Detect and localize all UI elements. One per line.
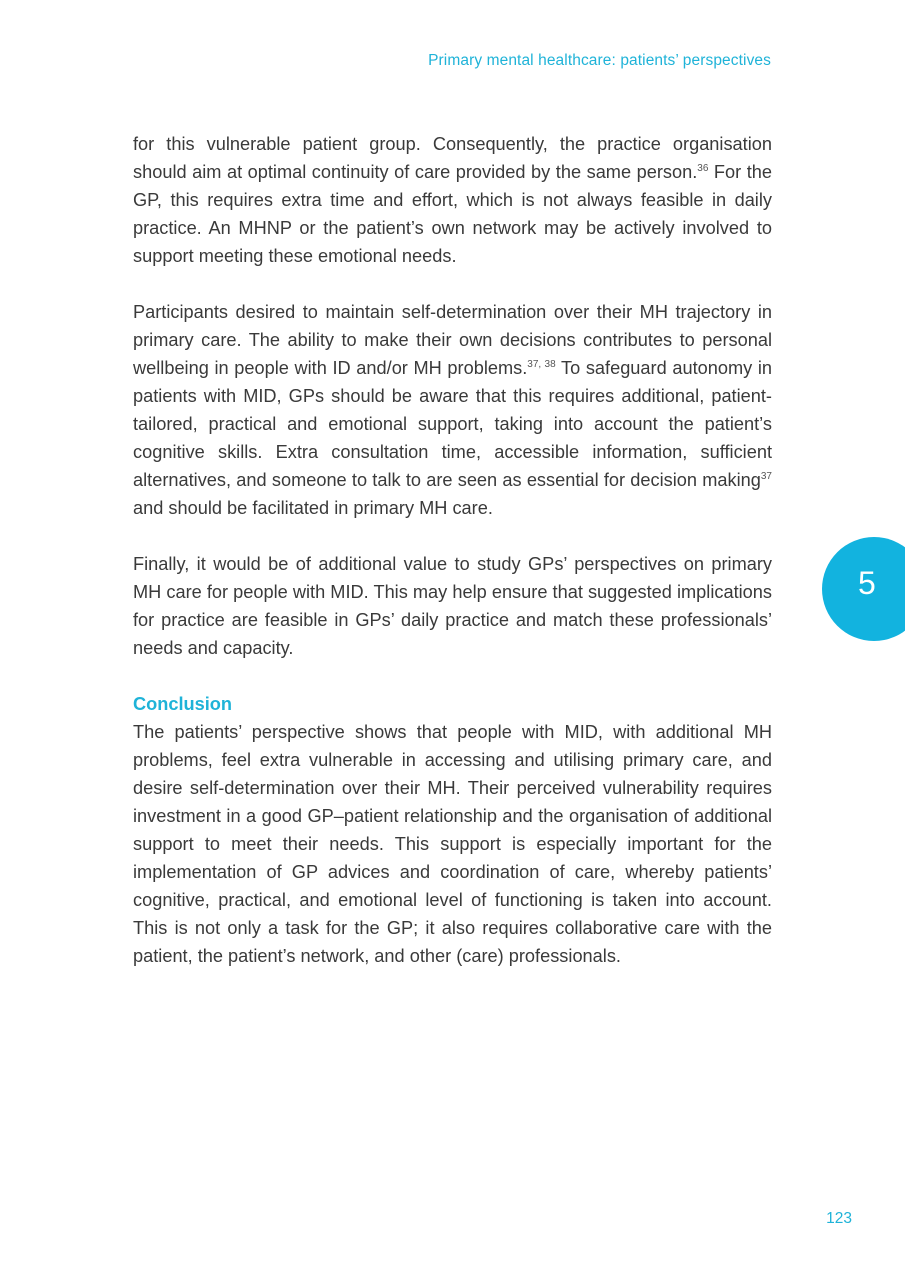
paragraph-continuity-of-care <box>133 130 772 270</box>
paragraph-future-research <box>133 550 772 662</box>
body-text <box>133 130 772 998</box>
paragraph-text: and should be facilitated in primary MH care. <box>133 498 493 518</box>
conclusion-heading: Conclusion <box>133 694 233 714</box>
citation-ref: 37 <box>760 471 772 482</box>
paragraph-text: Finally, it would be of additional value to study GPs’ perspectives on primary MH care for people with MID. This may help ensure that suggested implications for practice are feasible in GPs’ daily practice and match these professionals’ needs and capacity. <box>133 554 772 658</box>
chapter-number: 5 <box>858 565 876 601</box>
citation-ref: 36 <box>697 163 709 174</box>
page-number: 123 <box>826 1210 852 1227</box>
running-header: Primary mental healthcare: patients’ perspectives <box>428 52 771 69</box>
paragraph-text: Participants desired to maintain self-determination over their MH trajectory in primary care. The ability to make their own decisions contributes to personal wellbeing in people with ID and/or MH problems. <box>133 302 772 378</box>
chapter-tab <box>822 537 905 641</box>
conclusion-paragraph: The patients’ perspective shows that people with MID, with additional MH problems, feel extra vulnerable in accessing and utilising primary care, and desire self-determination over their MH. Their perceived vulnerability requires investment in a good GP–patient relationship and the organisation of additional support to meet their needs. This support is especially important for the implementation of GP advices and coordination of care, whereby patients’ cognitive, practical, and emotional level of functioning is taken into account. This is not only a task for the GP; it also requires collaborative care with the patient, the patient’s network, and other (care) professionals. <box>133 722 772 966</box>
paragraph-text: For the GP, this requires extra time and effort, which is not always feasible in daily practice. An MHNP or the patient’s own network may be actively involved to support meeting these emotional needs. <box>133 162 773 266</box>
paragraph-text: To safeguard autonomy in patients with MID, GPs should be aware that this requires additional, patient-tailored, practical and emotional support, taking into account the patient’s cognitive skills. Extra consultation time, accessible information, sufficient alternatives, and someone to talk to are seen as essential for decision making <box>133 358 773 490</box>
paragraph-self-determination <box>133 298 772 522</box>
paragraph-text: for this vulnerable patient group. Consequently, the practice organisation should aim at optimal continuity of care provided by the same person. <box>133 134 772 182</box>
citation-ref: 37, 38 <box>527 359 556 370</box>
